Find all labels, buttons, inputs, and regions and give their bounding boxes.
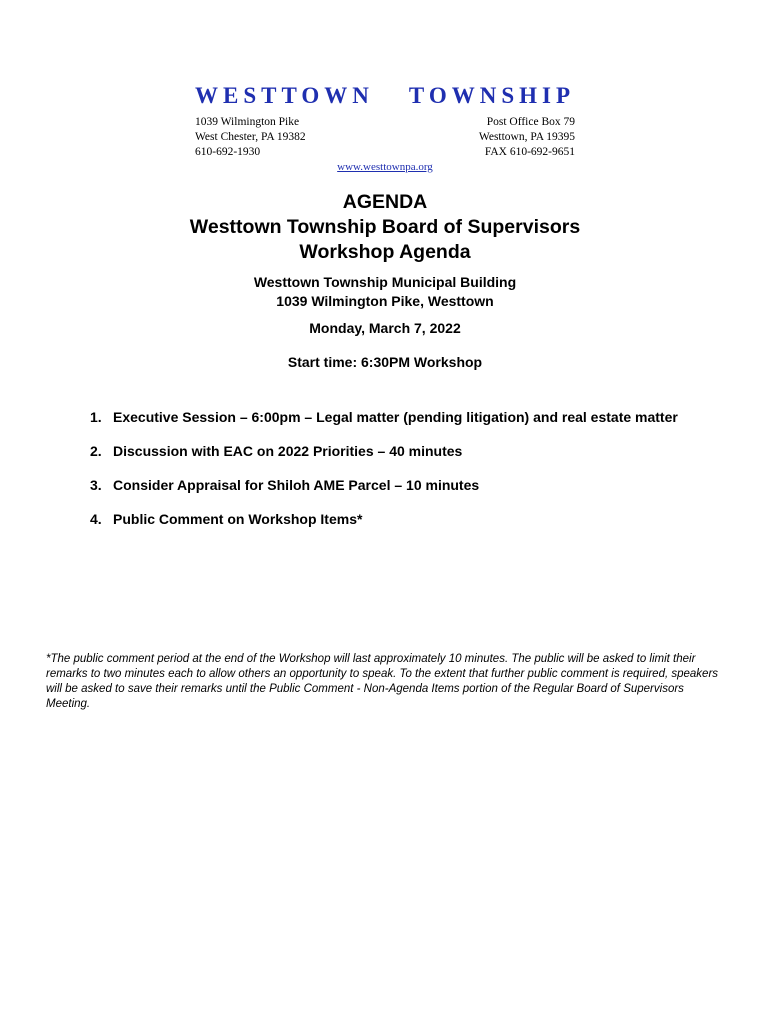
agenda-header (0, 190, 770, 372)
public-comment-footnote: *The public comment period at the end of the Workshop will last approximately 10 minutes. The public will be asked to limit their remarks to two minutes each to allow others an opportunity to speak. To the extent that further public comment is required, speakers will be asked to save their remarks until the Public Comment - Non-Agenda Items portion of the Regular Board of Supervisors Meeting. (46, 653, 719, 710)
meeting-type: Workshop Agenda (299, 241, 471, 263)
agenda-item (90, 510, 690, 529)
city-line: West Chester, PA 19382 (195, 131, 306, 143)
fax-number: FAX 610-692-9651 (484, 146, 575, 158)
agenda-item-text: Discussion with EAC on 2022 Priorities – 40 minutes (113, 443, 463, 459)
street-address (195, 115, 306, 160)
mailing-address (479, 115, 575, 160)
website-link[interactable]: www.westtownpa.org (337, 161, 433, 173)
meeting-date: Monday, March 7, 2022 (309, 320, 461, 336)
agenda-item-number: 2. (90, 443, 102, 459)
agenda-list (90, 408, 690, 544)
agenda-heading: AGENDA (342, 191, 428, 213)
street-line: 1039 Wilmington Pike (195, 116, 300, 128)
location-name: Westtown Township Municipal Building (253, 274, 517, 290)
letterhead (195, 80, 575, 173)
township-name (195, 80, 575, 112)
agenda-item (90, 442, 690, 461)
mail-city-line: Westtown, PA 19395 (478, 131, 575, 143)
agenda-item (90, 408, 690, 427)
agenda-item (90, 476, 690, 495)
township-name-word-1: WESTTOWN (195, 83, 374, 108)
po-box-line: Post Office Box 79 (486, 116, 575, 128)
agenda-item-text: Consider Appraisal for Shiloh AME Parcel – 10 minutes (113, 477, 480, 493)
board-name: Westtown Township Board of Supervisors (189, 216, 581, 238)
phone-number: 610-692-1930 (195, 146, 261, 158)
agenda-item-number: 3. (90, 477, 102, 493)
start-time: Start time: 6:30PM Workshop (287, 354, 483, 370)
township-name-word-2: TOWNSHIP (408, 83, 575, 108)
location-address: 1039 Wilmington Pike, Westtown (276, 293, 494, 309)
agenda-item-text: Executive Session – 6:00pm – Legal matter (pending litigation) and real estate matter (113, 409, 678, 425)
agenda-item-number: 1. (90, 409, 102, 425)
agenda-item-text: Public Comment on Workshop Items* (113, 511, 363, 527)
address-block (195, 115, 575, 160)
agenda-item-number: 4. (90, 511, 102, 527)
